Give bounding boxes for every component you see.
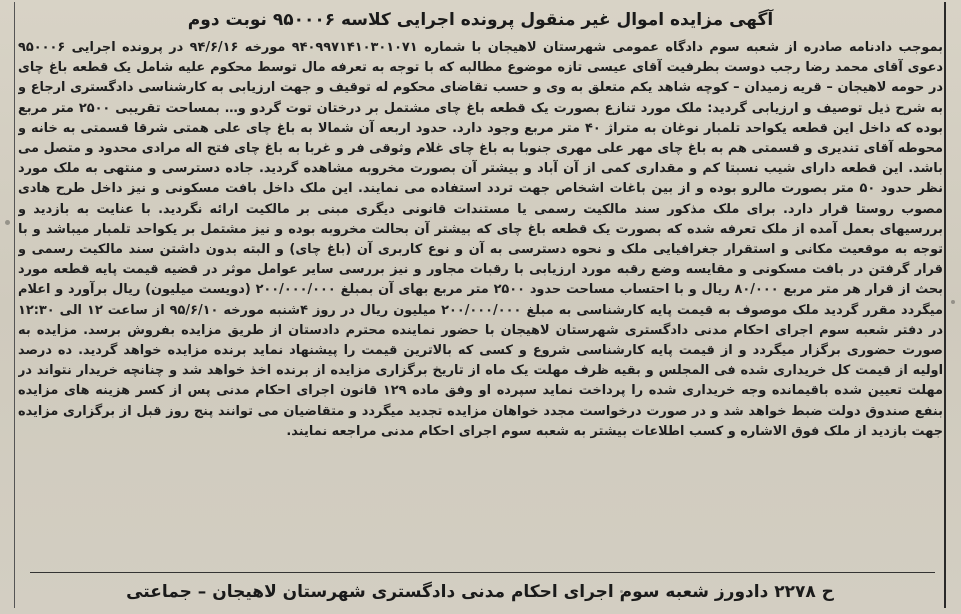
notice-title: آگهی مزایده اموال غیر منقول پرونده اجرایی کلاسه ۹۵۰۰۰۶ نوبت دوم [187,10,774,30]
print-speck [951,300,955,304]
print-speck [5,220,10,225]
notice-footer: ح ۲۲۷۸ دادورز شعبه سوم اجرای احکام مدنی دادگستری شهرستان لاهیجان – جماعتی [126,582,834,602]
notice-body: بموجب دادنامه صادره از شعبه سوم دادگاه عمومی شهرستان لاهیجان با شماره ۹۴۰۹۹۷۱۴۱۰۳۰۱۰۷۱ مورخه ۹۴/۶/۱۶ در پرونده اجرایی ۹۵۰۰۰۶ دعوی آقای محمد رضا رجب دوست بطرفیت آقای عیسی تازه موضوع مطالبه که با توجه به تعرفه مال توسط محکوم علیه شامل یک قطعه باغ چای در حومه لاهیجان – قریه زمیدان – کوچه شاهد یکم متعلق به وی و حسب تقاضای محکوم له توقیف و جهت ارزیابی به کارشناسی دادگستری ارجاع و به شرح ذیل توصیف و ارزیابی گردید: ملک مورد تنازع بصورت یک قطعه باغ چای مشتمل بر درختان توت گردو و… بمساحت تقریبی ۲۵۰۰ متر مربع بوده که داخل این قطعه یکواحد تلمبار نوغان به متراژ ۴۰ متر مربع وجود دارد. حدود اربعه آن شمالا به باغ چای علی همتی شرقا قسمتی به خانه و محوطه آقای تندیری و قسمتی هم به باغ چای مهر علی مهری جنوبا به باغ چای غلام وثوقی فر و غربا به باغ چای فتح اله مرادی محدود و متصل می باشد. این قطعه دارای شیب نسبتا کم و مقداری کمی از آن آباد و بیشتر آن بصورت مخروبه مشاهده گردید. جاده دسترسی و منتهی به ملک مورد نظر حدود ۵۰ متر بصورت مالرو بوده و از بین باغات اشخاص جهت تردد استفاده می نمایند. این ملک داخل بافت مسکونی و نیز داخل طرح هادی مصوب روستا قرار دارد. برای ملک مذکور سند مالکیت رسمی یا مستندات قانونی دیگری مبنی بر مالکیت ارائه نگردید. با عنایت به بازدید و بررسیهای بعمل آمده از ملک تعرفه شده که بصورت یک قطعه باغ چای که بیشتر آن بحالت مخروبه بوده و نیز مشتمل بر یکواحد تلمبار میباشد و با توجه به موقعیت مکانی و استقرار جغرافیایی ملک و نحوه دسترسی به آن و نوع کاربری آن (باغ چای) و البته بدون داشتن سند مالکیت رسمی و قرار گرفتن در بافت مسکونی و مقایسه وضع رقبه مورد ارزیابی با رقبات مجاور و نیز بررسی سایر عوامل موثر در قضیه قیمت پایه قطعه مورد بحث از قرار هر متر مربع ۸۰/۰۰۰ ریال و با احتساب مساحت حدود ۲۵۰۰ متر مربع بهای آن بمبلغ ۲۰۰/۰۰۰/۰۰۰ (دویست میلیون) ریال برآورد و اعلام میگردد مقرر گردید ملک موصوف به قیمت پایه کارشناسی به مبلغ ۲۰۰/۰۰۰/۰۰۰ میلیون ریال در روز ۴شنبه مورخه ۹۵/۶/۱۰ از ساعت ۱۲ الی ۱۲:۳۰ در دفتر شعبه سوم اجرای احکام مدنی دادگستری شهرستان لاهیجان با حضور نماینده محترم دادستان از طریق مزایده بفروش برسد. مزایده به صورت حضوری برگزار میگردد و از قیمت پایه کارشناسی شروع و کسی که بالاترین قیمت را پیشنهاد نماید برنده مزایده خواهد گردید. ده درصد اولیه از قیمت کل خریداری شده فی المجلس و بقیه ظرف مهلت یک ماه از تاریخ برگزاری مزایده از برنده اخذ خواهد شد و چنانچه خریدار نتواند در مهلت تعیین شده باقیمانده وجه خریداری شده را پرداخت نماید سپرده او وفق ماده ۱۲۹ قانون اجرای احکام مدنی پس از کسر هزینه های مزایده بنفع صندوق دولت ضبط خواهد شد و در صورت درخواست مجدد خواهان مزایده تجدید میگردد و متقاضیان می توانند پنج روز قبل از برگزاری مزایده جهت بازدید از ملک فوق الاشاره و کسب اطلاعات بیشتر به شعبه سوم اجرای احکام مدنی مراجعه نمایند. [18,40,943,439]
print-speck [620,590,623,593]
footer-divider [30,572,935,573]
